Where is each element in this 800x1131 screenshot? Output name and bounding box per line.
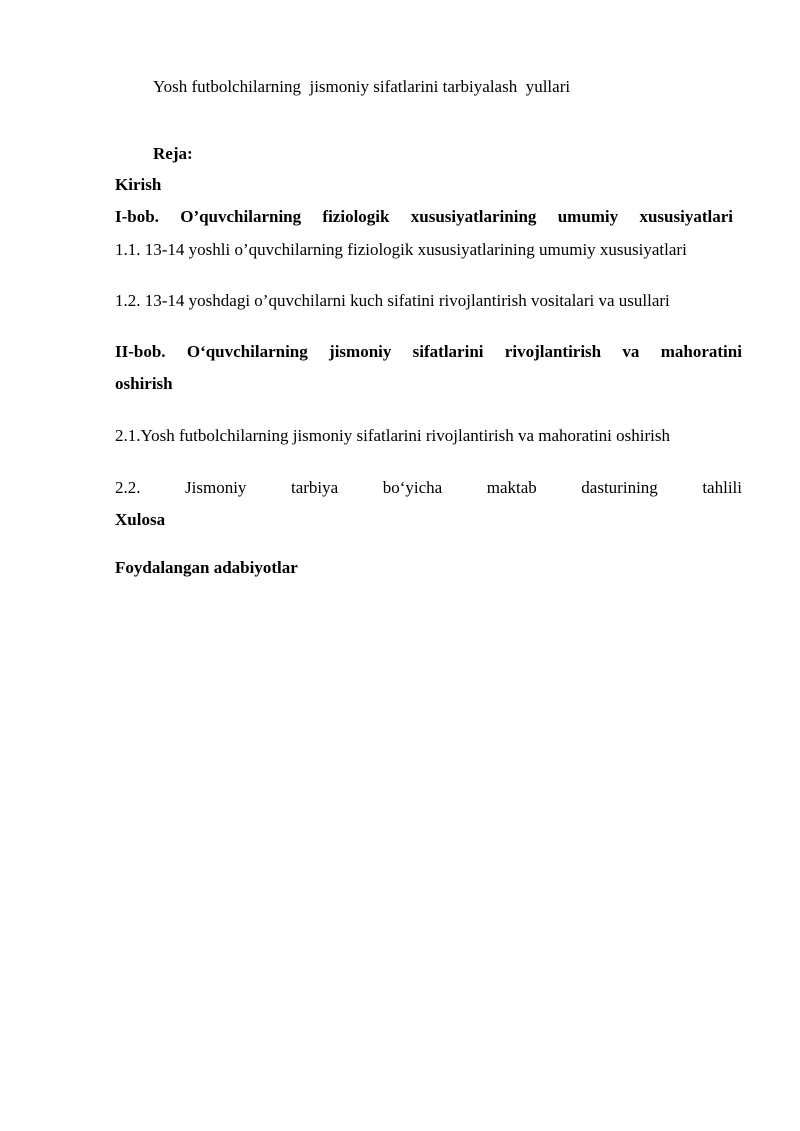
- chapter2-word: rivojlantirish: [504, 342, 602, 361]
- intro-heading: Kirish: [115, 175, 162, 194]
- chapter1-word: xususiyatlari: [639, 207, 733, 226]
- section-2-2-word: tahlili: [702, 478, 742, 497]
- document-title: Yosh futbolchilarning jismoniy sifatlarini tarbiyalash yullari: [153, 77, 571, 96]
- section-2-2-word: tarbiya: [290, 478, 339, 497]
- references-heading: Foydalangan adabiyotlar: [115, 558, 298, 577]
- section-2-2-word: Jismoniy: [185, 478, 247, 497]
- section-2-2-word: bo‘yicha: [382, 478, 443, 497]
- section-2-1: 2.1.Yosh futbolchilarning jismoniy sifatlarini rivojlantirish va mahoratini oshirish: [115, 426, 670, 445]
- section-2-2-word: 2.2.: [115, 478, 141, 497]
- section-1-2: 1.2. 13-14 yoshdagi o’quvchilarni kuch sifatini rivojlantirish vositalari va usullari: [115, 291, 670, 310]
- chapter1-word: fiziologik: [322, 207, 390, 226]
- section-2-2-word: dasturining: [581, 478, 658, 497]
- chapter2-word: II-bob.: [115, 342, 166, 361]
- section-2-2: [115, 478, 742, 498]
- chapter2-word: sifatlarini: [412, 342, 484, 361]
- chapter1-word: umumiy: [557, 207, 619, 226]
- chapter1-word: I-bob.: [115, 207, 159, 226]
- conclusion-heading: Xulosa: [115, 510, 166, 529]
- chapter2-word: jismoniy: [329, 342, 392, 361]
- section-2-2-word: maktab: [486, 478, 537, 497]
- chapter2-word: va: [622, 342, 640, 361]
- plan-heading: Reja:: [153, 144, 193, 163]
- section-1-1: 1.1. 13-14 yoshli o’quvchilarning fiziologik xususiyatlarining umumiy xususiyatlari: [115, 240, 687, 259]
- chapter2-word: mahoratini: [660, 342, 742, 361]
- chapter1-word: xususiyatlarining: [410, 207, 537, 226]
- chapter1-word: O’quvchilarning: [180, 207, 302, 226]
- chapter2-word: O‘quvchilarning: [186, 342, 308, 361]
- chapter2-heading-line2: oshirish: [115, 374, 173, 393]
- chapter1-heading: [115, 207, 733, 227]
- chapter2-heading: [115, 342, 742, 362]
